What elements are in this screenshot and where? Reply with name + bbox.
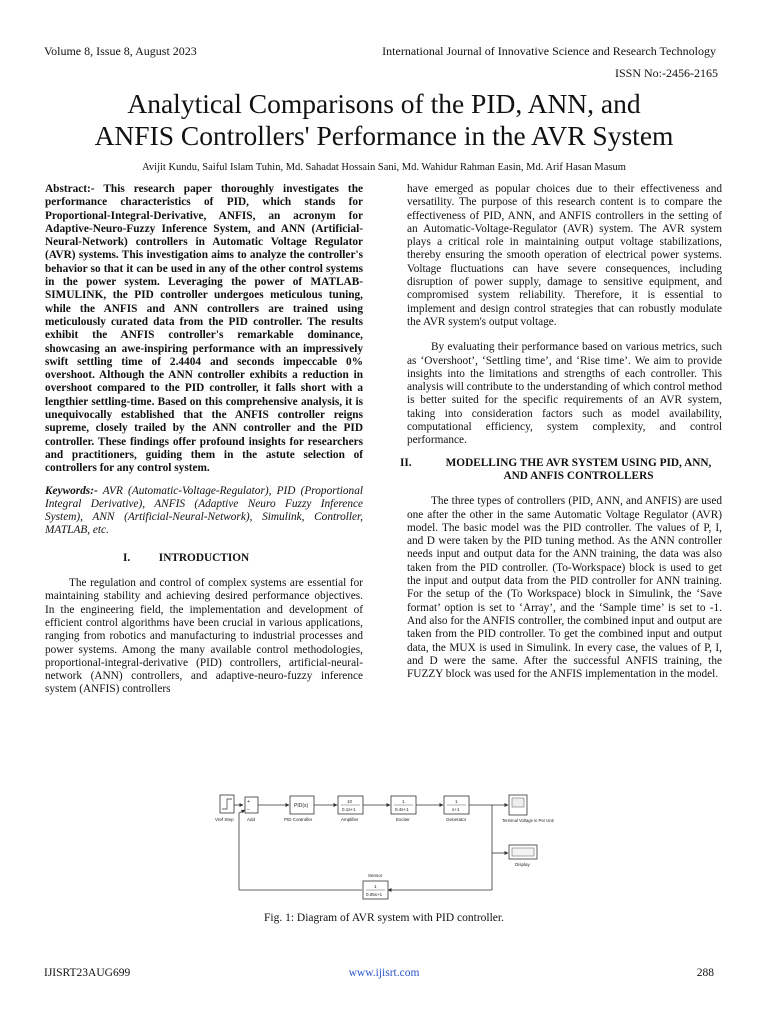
footer-page-number: 288 — [696, 967, 714, 979]
keywords — [45, 485, 363, 538]
generator-label: Generator — [446, 817, 467, 822]
avr-simulink-diagram — [212, 785, 562, 903]
amplifier-numerator: 10 — [347, 799, 353, 804]
exciter-label: Exciter — [396, 817, 410, 822]
sensor-numerator: 1 — [374, 884, 377, 889]
section-2-number: II. — [400, 456, 412, 469]
footer-paper-id: IJISRT23AUG699 — [44, 967, 131, 979]
header-journal: International Journal of Innovative Science and Research Technology — [382, 44, 716, 58]
sensor-label: Sensor — [368, 873, 383, 878]
vref-step-label: Vref Step — [215, 817, 234, 822]
footer-website-link[interactable]: www.ijisrt.com — [348, 967, 420, 979]
section-2-heading — [400, 456, 722, 484]
header-issn: ISSN No:-2456-2165 — [614, 66, 718, 80]
svg-text:+: + — [247, 799, 250, 805]
amplifier-label: Amplifier — [341, 817, 359, 822]
figure-caption: Fig. 1: Diagram of AVR system with PID controller. — [263, 912, 504, 924]
exciter-numerator: 1 — [402, 799, 405, 804]
intro-paragraph-1: The regulation and control of complex systems are essential for maintaining stability and achieving desired performance objectives. In the engineering field, the implementation and development of efficient control algorithms have been crucial in various applications, ranging from robotics and manufacturing to industrial processes and power systems. Among the many available control methodologies, proportional-integral-derivative (PID) controllers, artificial-neural-network (ANN) controllers, and adaptive-neuro-fuzzy inference system (ANFIS) controllers — [45, 577, 363, 696]
section-1-heading — [45, 552, 363, 565]
title-line-1: Analytical Comparisons of the PID, ANN, and — [127, 88, 641, 119]
right-column — [400, 183, 722, 681]
generator-numerator: 1 — [455, 799, 458, 804]
section-2-title: MODELLING THE AVR SYSTEM USING PID, ANN, AND ANFIS CONTROLLERS — [445, 456, 712, 482]
svg-text:−: − — [247, 807, 250, 813]
authors: Avijit Kundu, Saiful Islam Tuhin, Md. Sahadat Hossain Sani, Md. Wahidur Rahman Easin, Md. Arif Hasan Masum — [142, 162, 626, 173]
abstract: Abstract:- This research paper thoroughly investigates the performance characteristics of PID, which stands for Proportional-Integral-Derivative, ANFIS, an acronym for Adaptive-Neuro-Fuzzy Inference System, and ANN (Artificial-Neural-Network) controllers in Automatic Voltage Regulator (AVR) systems. This investigation aims to analyze the controller's behavior so that it can be used in any of the other control systems in the power system. Leveraging the power of MATLAB-SIMULINK, the PID controller undergoes meticulous tuning, while the ANFIS and ANN controllers are trained using meticulously curated data from the PID controller. The results exhibit the ANFIS controller's remarkable dominance, showcasing an awe-inspiring performance with an impressively swift settling time of 2.4404 and seconds impeccable 0% overshoot. Although the ANN controller exhibits a reduction in overshoot compared to the PID controller, it falls short with a lengthier settling-time. Based on this comprehensive analysis, it is unequivocally established that the ANFIS controller reigns supreme, closely trailed by the ANN controller and the PID controller. These findings offer profound insights for researchers and practitioners, guiding them in the astute selection of controllers for any control system. — [45, 183, 363, 475]
section-1-title: INTRODUCTION — [158, 551, 250, 564]
terminal-voltage-label: Terminal Voltage in Per Unit — [502, 818, 554, 823]
right-paragraph-1: have emerged as popular choices due to their effectiveness and versatility. The purpose of this research content is to compare the effectiveness of PID, ANN, and ANFIS controllers in the setting of an Automatic-Voltage-Regulator (AVR) system. The AVR system plays a critical role in maintaining output voltage stabilizations, thereby ensuring the smooth operation of electrical power systems. Voltage fluctuations can have severe consequences, including disruption of power supply, damage to sensitive equipment, and compromised system reliability. Therefore, it is essential to implement and design control strategies that can robustly modulate the AVR system's output voltage. — [407, 183, 722, 328]
pid-inner-text: PID(s) — [294, 803, 309, 809]
display-label: Display — [515, 862, 530, 867]
keywords-text: AVR (Automatic-Voltage-Regulator), PID (Proportional Integral Derivative), ANFIS (Adaptive Neuro Fuzzy Inference System), ANN (Artificial-Neural-Network), Simulink, Controller, MATLAB, etc. — [45, 484, 363, 537]
left-column — [45, 183, 363, 697]
amplifier-denominator: 0.1s+1 — [342, 807, 356, 812]
exciter-denominator: 0.4s+1 — [395, 807, 409, 812]
section-2-paragraph-1: The three types of controllers (PID, ANN, and ANFIS) are used one after the other in the same Automatic Voltage Regulator (AVR) model. The basic model was the PID controller. The values of P, I, and D were taken by the PID tuning method. As the ANN controller needs input and output data for the ANN training, the data was also taken from the PID controller. (To-Workspace) block is used to get the input and output data from the PID controller for ANN training. For the setup of the (To Workspace) block in Simulink, the ‘Save format’ option is set to ‘Array’, and the ‘Sample time’ is set to -1. And also for the ANFIS controller, the combined input and output are taken from the PID controller. To get the combined input and output data, the MUX is used in Simulink. In every case, the values of P, I, and D were the same. After the successful ANFIS training, the FUZZY block was used for the ANFIS implementation in the model. — [407, 495, 722, 681]
section-1-number: I. — [123, 551, 131, 564]
add-label: Add — [247, 817, 256, 822]
pid-label: PID Controller — [284, 817, 313, 822]
sensor-denominator: 0.05s+1 — [366, 892, 383, 897]
right-paragraph-2: By evaluating their performance based on various metrics, such as ‘Overshoot’, ‘Settling time’, and ‘Rise time’. We aim to provide insights into the limitations and strengths of each controller. This analysis will contribute to the understanding of which control method is better suited for the specific requirements of an AVR system, taking into consideration factors such as model availability, computational efficiency, system complexity, and control performance. — [407, 341, 722, 447]
paper-title — [40, 88, 728, 152]
generator-denominator: s+1 — [452, 807, 460, 812]
header-volume: Volume 8, Issue 8, August 2023 — [44, 44, 197, 58]
keywords-label: Keywords:- — [45, 484, 98, 497]
title-line-2: ANFIS Controllers' Performance in the AVR System — [94, 120, 674, 151]
